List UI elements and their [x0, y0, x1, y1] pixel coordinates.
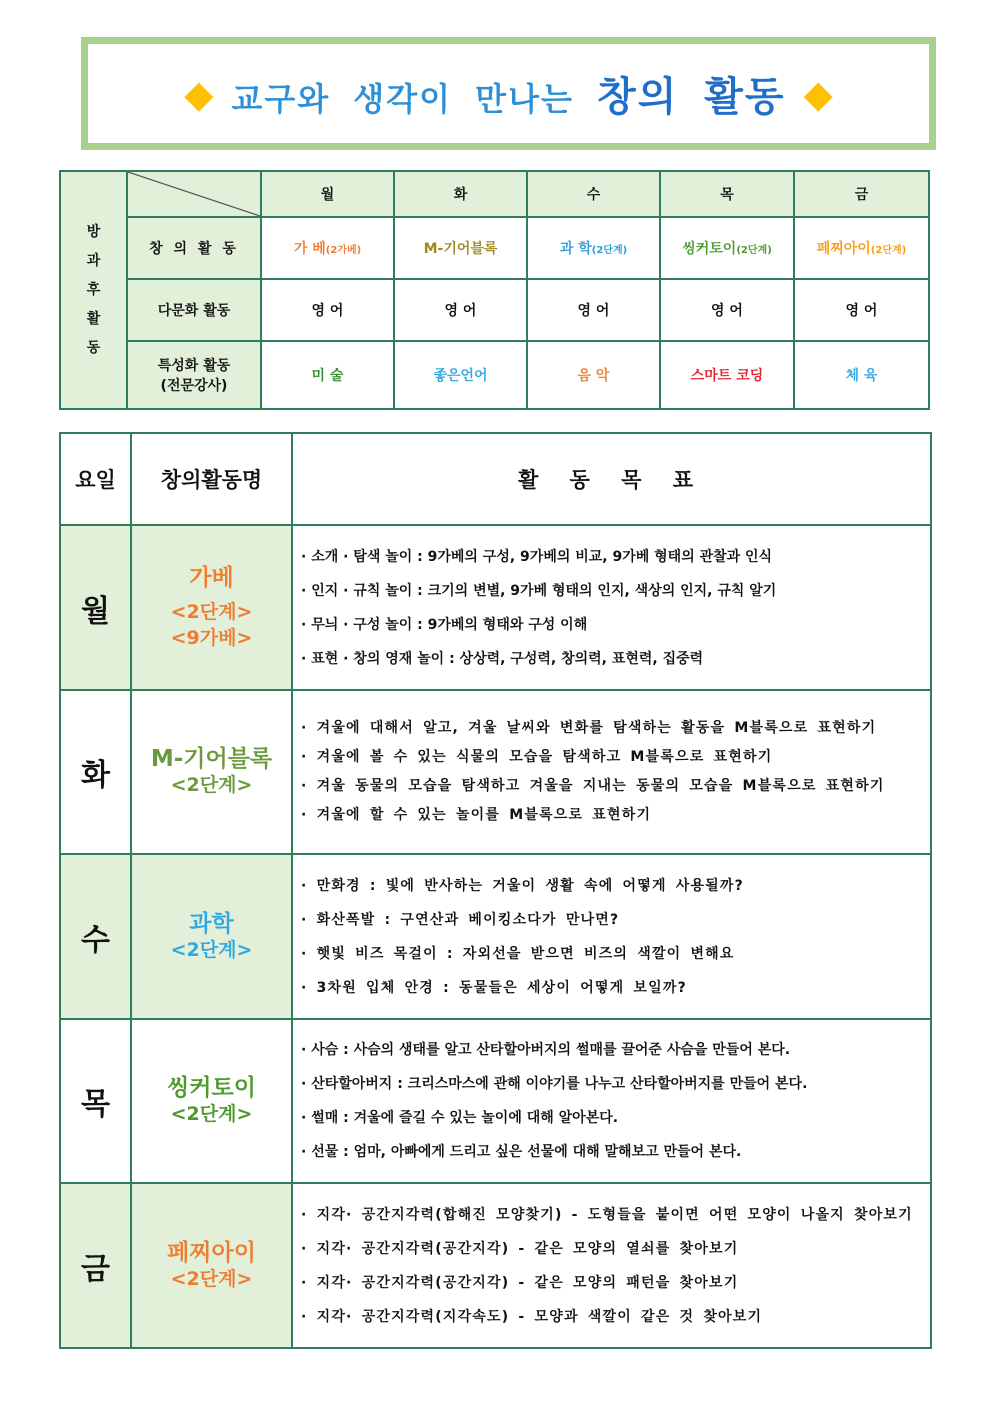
row-label: 다문화 활동 [127, 279, 261, 341]
activity-name-cell: M-기어블록 <2단계> [131, 690, 292, 854]
schedule-cell: 영 어 [660, 279, 794, 341]
schedule-cell: 영 어 [794, 279, 929, 341]
goals-cell [292, 1183, 931, 1348]
goal-item: · 소개 · 탐색 놀이 : 9가베의 구성, 9가베의 비교, 9가베 형태의 관찰과 인식 [301, 548, 773, 565]
goals-cell [292, 525, 931, 690]
side-label: 방 과 후 활 동 [60, 171, 127, 409]
title-main: 교구와 생각이 만나는 [231, 80, 574, 118]
day-cell: 목 [60, 1019, 131, 1183]
diagonal-header-cell [127, 171, 261, 217]
activity-name-cell: 과학 <2단계> [131, 854, 292, 1019]
activity-name-cell: 페찌아이 <2단계> [131, 1183, 292, 1348]
goal-item: · 겨울 동물의 모습을 탐색하고 겨울을 지내는 동물의 모습을 M블록으로 표현하기 [301, 778, 885, 794]
diamond-icon: ◆ [803, 71, 833, 116]
goal-item: · 겨울에 대해서 알고, 겨울 날씨와 변화를 탐색하는 활동을 M블록으로 표현하기 [301, 720, 877, 736]
activity-name-cell: 가베 <2단계> <9가베> [131, 525, 292, 690]
goal-item: · 햇빛 비즈 목걸이 : 자외선을 받으면 비즈의 색깔이 변해요 [301, 945, 735, 962]
day-header: 목 [660, 171, 794, 217]
row-label: 특성화 활동 (전문강사) [127, 341, 261, 409]
schedule-table [59, 170, 930, 410]
day-header: 화 [394, 171, 527, 217]
goal-item: · 화산폭발 : 구연산과 베이킹소다가 만나면? [301, 911, 620, 928]
day-header: 수 [527, 171, 660, 217]
schedule-cell: 과 학(2단계) [527, 217, 660, 279]
activity-name-cell: 씽커토이 <2단계> [131, 1019, 292, 1183]
day-header: 금 [794, 171, 929, 217]
schedule-cell: 미 술 [261, 341, 394, 409]
title-banner [81, 37, 936, 150]
goal-item: · 인지 · 규칙 놀이 : 크기의 변별, 9가베 형태의 인지, 색상의 인지, 규칙 알기 [301, 582, 777, 599]
goal-item: · 산타할아버지 : 크리스마스에 관해 이야기를 나누고 산타할아버지를 만들어 본다. [301, 1076, 808, 1092]
day-cell: 화 [60, 690, 131, 854]
day-cell: 월 [60, 525, 131, 690]
goal-item: · 선물 : 엄마, 아빠에게 드리고 싶은 선물에 대해 말해보고 만들어 본다. [301, 1144, 742, 1160]
goals-cell [292, 854, 931, 1019]
schedule-cell: M-기어블록 [394, 217, 527, 279]
header-activity: 창의활동명 [131, 433, 292, 525]
schedule-cell: 영 어 [527, 279, 660, 341]
goal-item: · 사슴 : 사슴의 생태를 알고 산타할아버지의 썰매를 끌어준 사슴을 만들어 본다. [301, 1042, 791, 1058]
day-cell: 수 [60, 854, 131, 1019]
schedule-cell: 스마트 코딩 [660, 341, 794, 409]
goal-item: · 3차원 입체 안경 : 동물들은 세상이 어떻게 보일까? [301, 979, 687, 996]
schedule-cell: 가 베(2가베) [261, 217, 394, 279]
schedule-cell: 영 어 [261, 279, 394, 341]
goal-item: · 표현 · 창의 영재 놀이 : 상상력, 구성력, 창의력, 표현력, 집중력 [301, 650, 704, 667]
schedule-cell: 페찌아이(2단계) [794, 217, 929, 279]
goal-item: · 지각· 공간지각력(공간지각) - 같은 모양의 열쇠를 찾아보기 [301, 1240, 739, 1257]
row-label: 창 의 활 동 [127, 217, 261, 279]
goal-item: · 겨울에 할 수 있는 놀이를 M블록으로 표현하기 [301, 807, 652, 823]
goal-item: · 썰매 : 겨울에 즐길 수 있는 놀이에 대해 알아본다. [301, 1110, 619, 1126]
schedule-cell: 좋은언어 [394, 341, 527, 409]
goal-item: · 겨울에 볼 수 있는 식물의 모습을 탐색하고 M블록으로 표현하기 [301, 749, 773, 765]
goal-item: · 만화경 : 빛에 반사하는 거울이 생활 속에 어떻게 사용될까? [301, 877, 744, 894]
goal-item: · 지각· 공간지각력(합해진 모양찾기) - 도형들을 붙이면 어떤 모양이 나올지 찾아보기 [301, 1206, 913, 1223]
day-header: 월 [261, 171, 394, 217]
page-title [231, 65, 785, 122]
schedule-cell: 체 육 [794, 341, 929, 409]
goal-item: · 무늬 · 구성 놀이 : 9가베의 형태와 구성 이해 [301, 616, 588, 633]
goals-cell [292, 1019, 931, 1183]
schedule-cell: 음 악 [527, 341, 660, 409]
title-emphasis: 창의 활동 [597, 74, 786, 120]
day-cell: 금 [60, 1183, 131, 1348]
diamond-icon: ◆ [184, 71, 214, 116]
header-day: 요일 [60, 433, 131, 525]
schedule-cell: 씽커토이(2단계) [660, 217, 794, 279]
schedule-cell: 영 어 [394, 279, 527, 341]
goal-item: · 지각· 공간지각력(공간지각) - 같은 모양의 패턴을 찾아보기 [301, 1274, 739, 1291]
goal-item: · 지각· 공간지각력(지각속도) - 모양과 색깔이 같은 것 찾아보기 [301, 1308, 763, 1325]
header-goals: 활 동 목 표 [292, 433, 931, 525]
goals-cell [292, 690, 931, 854]
goals-table [59, 432, 932, 1349]
